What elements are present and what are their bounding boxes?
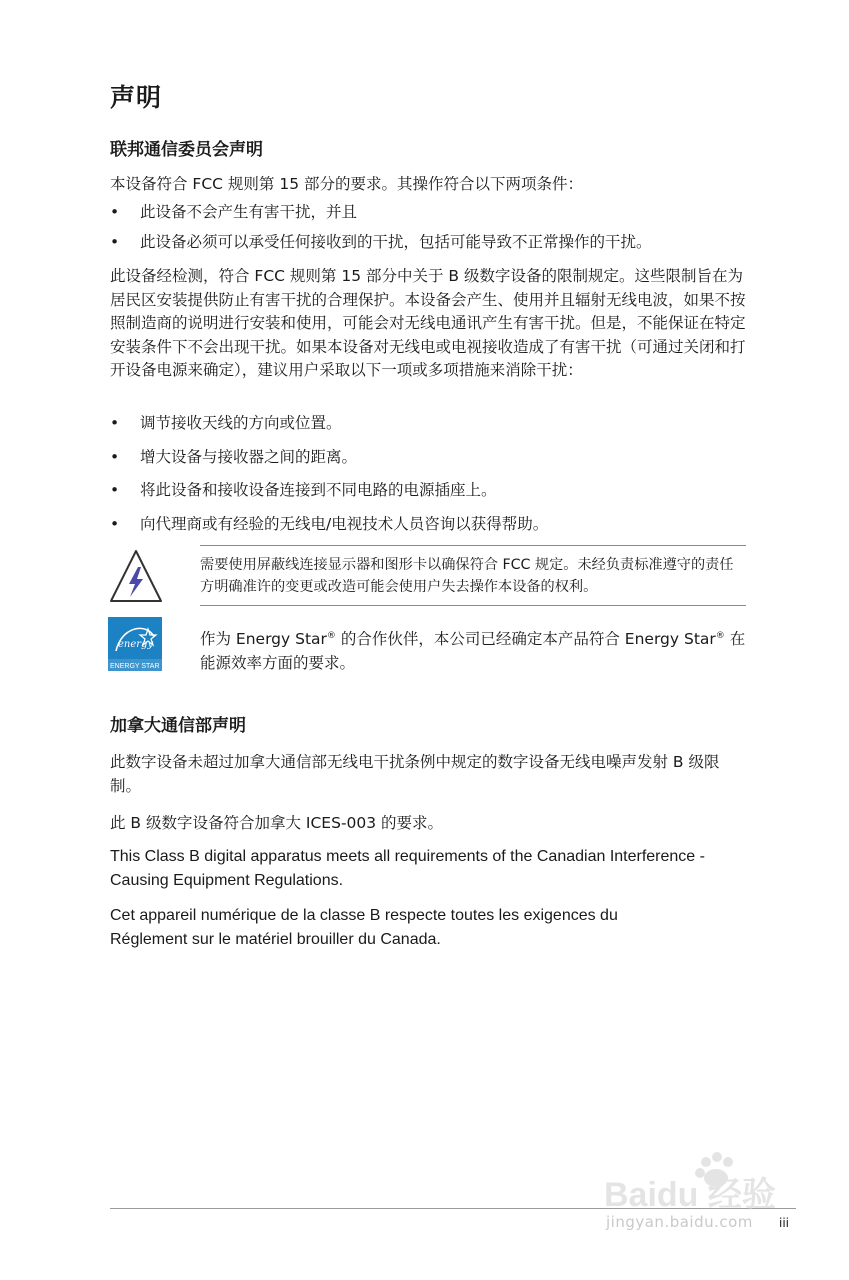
fcc-heading: 联邦通信委员会声明 (110, 140, 263, 160)
divider (200, 545, 746, 546)
warning-lightning-icon (108, 548, 164, 606)
fcc-measures-list (110, 412, 746, 536)
canada-paragraph-2: 此 B 级数字设备符合加拿大 ICES-003 的要求。 (110, 814, 444, 832)
bullet: • (110, 481, 120, 499)
watermark-brand: Baidu 经验 (604, 1176, 776, 1210)
watermark-url: jingyan.baidu.com (606, 1213, 753, 1231)
page-title: 声明 (110, 83, 163, 112)
bullet: • (110, 447, 120, 466)
list-item: • 向代理商或有经验的无线电/电视技术人员咨询以获得帮助。 (110, 513, 746, 537)
canada-paragraph-3: This Class B digital apparatus meets all requirements of the Canadian Interference - Causing Equipment Regulations. (110, 848, 705, 889)
bullet: • (110, 414, 120, 432)
energy-star-logo-icon (108, 617, 162, 671)
canada-paragraph-4: Cet appareil numérique de la classe B respecte toutes les exigences du Réglement sur le matériel brouiller du Canada. (110, 907, 618, 948)
divider (200, 605, 746, 606)
list-item: • 调节接收天线的方向或位置。 (110, 412, 746, 436)
svg-text:energy: energy (118, 639, 154, 650)
bullet: • (110, 514, 120, 533)
energy-star-note: 作为 Energy Star® 的合作伙伴，本公司已经确定本产品符合 Energy Star® 在能源效率方面的要求。 (200, 630, 746, 672)
bullet: • (110, 232, 120, 251)
canada-paragraph-1: 此数字设备未超过加拿大通信部无线电干扰条例中规定的数字设备无线电噪声发射 B 级限制。 (110, 753, 720, 795)
baidu-watermark-logo-icon (604, 1148, 798, 1210)
fcc-body: 此设备经检测，符合 FCC 规则第 15 部分中关于 B 级数字设备的限制规定。这些限制旨在为居民区安装提供防止有害干扰的合理保护。本设备会产生、使用并且辐射无线电波，如果不按照制造商的说明进行安装和使用，可能会对无线电通讯产生有害干扰。但是，不能保证在特定安装条件下不会出现干扰。如果本设备对无线电或电视接收造成了有害干扰（可通过关闭和打开设备电源来确定），建议用户采取以下一项或多项措施来消除干扰： (110, 267, 746, 379)
fcc-conditions-list (110, 201, 746, 254)
canada-heading: 加拿大通信部声明 (110, 716, 246, 736)
bullet: • (110, 203, 120, 221)
list-item: • 此设备必须可以承受任何接收到的干扰，包括可能导致不正常操作的干扰。 (110, 231, 746, 255)
energy-star-label: ENERGY STAR (110, 663, 160, 670)
warning-note: 需要使用屏蔽线连接显示器和图形卡以确保符合 FCC 规定。未经负责标准遵守的责任方明确准许的变更或改造可能会使用户失去操作本设备的权利。 (200, 557, 734, 595)
list-item: • 将此设备和接收设备连接到不同电路的电源插座上。 (110, 479, 746, 503)
page-number: iii (779, 1216, 790, 1230)
fcc-intro: 本设备符合 FCC 规则第 15 部分的要求。其操作符合以下两项条件： (110, 175, 583, 193)
list-item: • 增大设备与接收器之间的距离。 (110, 446, 746, 470)
list-item: • 此设备不会产生有害干扰，并且 (110, 201, 746, 225)
